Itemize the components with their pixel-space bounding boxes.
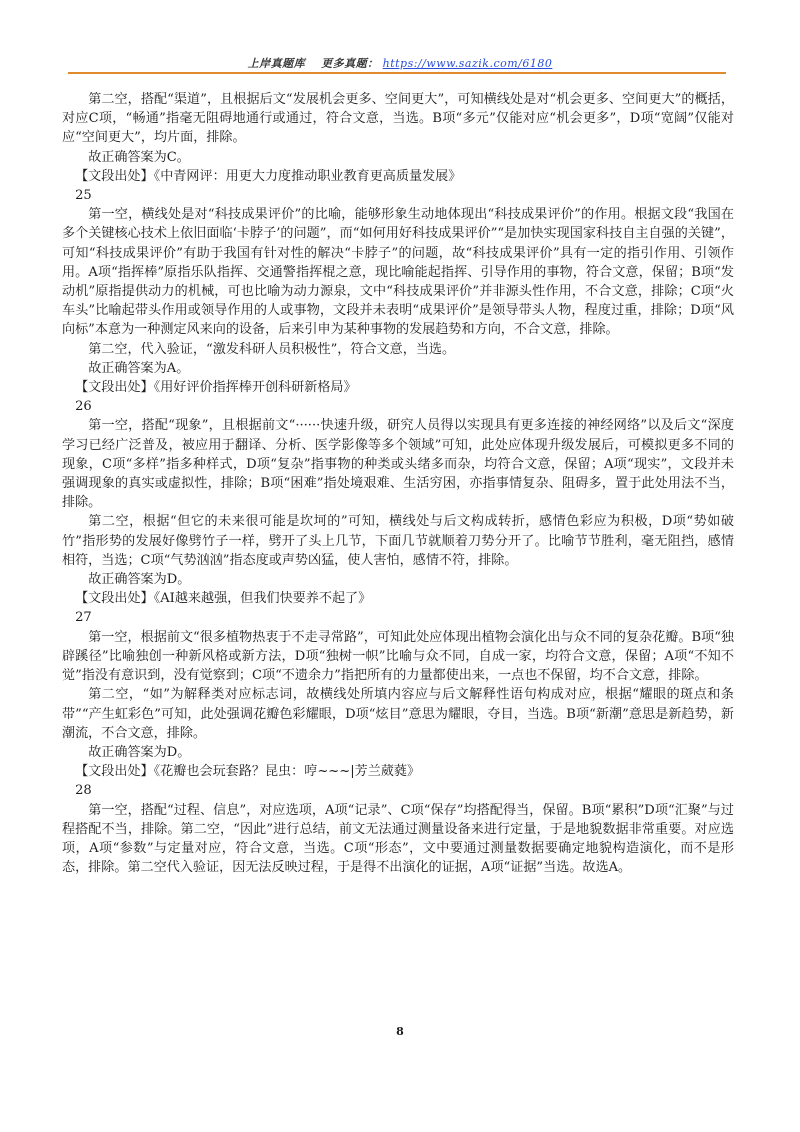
source-citation: 【文段出处】《花瓣也会玩套路？昆虫：哼~~~|芳兰葳蕤》 <box>75 764 421 780</box>
question-number: 28 <box>75 783 92 799</box>
page-header <box>0 55 800 71</box>
paragraph: 第一空，根据前文“很多植物热衷于不走寻常路”，可知此处应体现出植物会演化出与众不同的复杂花瓣。B项“独辟蹊径”比喻独创一种新风格或新方法，D项“独树一帜”比喻与众不同，自成一家，均符合文意，保留；A项“不知不觉”指没有意识到，没有觉察到；C项“不遗余力”指把所有的力量都使出来，一点也不保留，均不合文意，排除。 <box>62 629 734 684</box>
question-number: 27 <box>75 610 92 626</box>
header-site-label: 上岸真题库 <box>247 57 306 70</box>
question-number: 25 <box>75 188 92 204</box>
question-number: 26 <box>75 399 92 415</box>
source-citation: 【文段出处】《用好评价指挥棒开创科研新格局》 <box>75 380 357 396</box>
paragraph: 第一空，横线处是对“科技成果评价”的比喻，能够形象生动地体现出“科技成果评价”的作用。根据文段“我国在多个关键核心技术上依旧面临‘卡脖子’的问题”，而“如何用好科技成果评价”“是加快实现国家科技自主自强的关键”，可知“科技成果评价”有助于我国有针对性的解决“卡脖子”的问题，故“科技成果评价”具有一定的指引作用、引领作用。A项“指挥棒”原指乐队指挥、交通警指挥棍之意，现比喻能起指挥、引导作用的事物，符合文意，保留；B项“发动机”原指提供动力的机械，可也比喻为动力源泉，文中“科技成果评价”并非源头性作用，不合文意，排除；C项“火车头”比喻起带头作用或领导作用的人或事物，文段并未表明“成果评价”是领导带头人物，程度过重，排除；D项“风向标”本意为一种测定风来向的设备，后来引申为某种事物的发展趋势和方向，不合文意，排除。 <box>62 207 734 338</box>
paragraph: 故正确答案为D。 <box>88 744 191 760</box>
paragraph: 第二空，根据“但它的未来很可能是坎坷的”可知，横线处与后文构成转折，感情色彩应为积极，D项“势如破竹”指形势的发展好像劈竹子一样，劈开了头上几节，下面几节就顺着刀势分开了。比喻节节胜利，毫无阻挡，感情相符，当选；C项“气势汹汹”指态度或声势凶猛，使人害怕，感情不符，排除。 <box>62 514 734 568</box>
header-more-label: 更多真题： <box>321 57 379 70</box>
paragraph: 故正确答案为C。 <box>88 149 190 165</box>
paragraph: 故正确答案为A。 <box>88 360 190 376</box>
header-link[interactable]: https://www.sazik.com/6180 <box>382 57 553 70</box>
source-citation: 【文段出处】《AI越来越强，但我们快要养不起了》 <box>75 591 372 607</box>
paragraph: 第二空，搭配“渠道”，且根据后文“发展机会更多、空间更大”，可知横线处是对“机会更多、空间更大”的概括，对应C项，“畅通”指毫无阻碍地通行或通过，符合文意，当选。B项“多元”仅能对应“机会更多”，D项“宽阔”仅能对应“空间更大”，均片面，排除。 <box>62 92 734 146</box>
source-citation: 【文段出处】《中青网评：用更大力度推动职业教育更高质量发展》 <box>75 168 462 184</box>
paragraph: 第一空，搭配“现象”，且根据前文“······快速升级，研究人员得以实现具有更多连接的神经网络”以及后文“深度学习已经广泛普及，被应用于翻译、分析、医学影像等多个领域”可知，此处应体现升级发展后，可模拟更多不同的现象，C项“多样”指多种样式，D项“复杂”指事物的种类或头绪多而杂，均符合文意，保留；A项“现实”，文段并未强调现象的真实或虚拟性，排除；B项“困难”指处境艰难、生活穷困，亦指事情复杂、阻碍多，置于此处用法不当，排除。 <box>62 418 734 511</box>
paragraph: 第二空，“如”为解释类对应标志词，故横线处所填内容应与后文解释性语句构成对应，根据“耀眼的斑点和条带”“产生虹彩色”可知，此处强调花瓣色彩耀眼，D项“炫目”意思为耀眼，夺目，当选。B项“新潮”意思是新趋势，新潮流，不合文意，排除。 <box>62 687 734 741</box>
document-body <box>62 90 734 877</box>
header-divider <box>68 72 726 74</box>
paragraph: 故正确答案为D。 <box>88 572 191 588</box>
paragraph: 第二空，代入验证，“激发科研人员积极性”，符合文意，当选。 <box>88 341 456 357</box>
paragraph: 第一空，搭配“过程、信息”，对应选项，A项“记录”、C项“保存”均搭配得当，保留。B项“累积”D项“汇聚”与过程搭配不当，排除。第二空，“因此”进行总结，前文无法通过测量设备来进行定量，于是地貌数据非常重要。对应选项，A项“参数”与定量对应，符合文意，当选。C项“形态”，文中要通过测量数据要确定地貌构造演化，而不是形态，排除。第二空代入验证，因无法反映过程，于是得不出演化的证据，A项“证据”当选。故选A。 <box>62 802 734 876</box>
page-number: 8 <box>396 1025 404 1038</box>
